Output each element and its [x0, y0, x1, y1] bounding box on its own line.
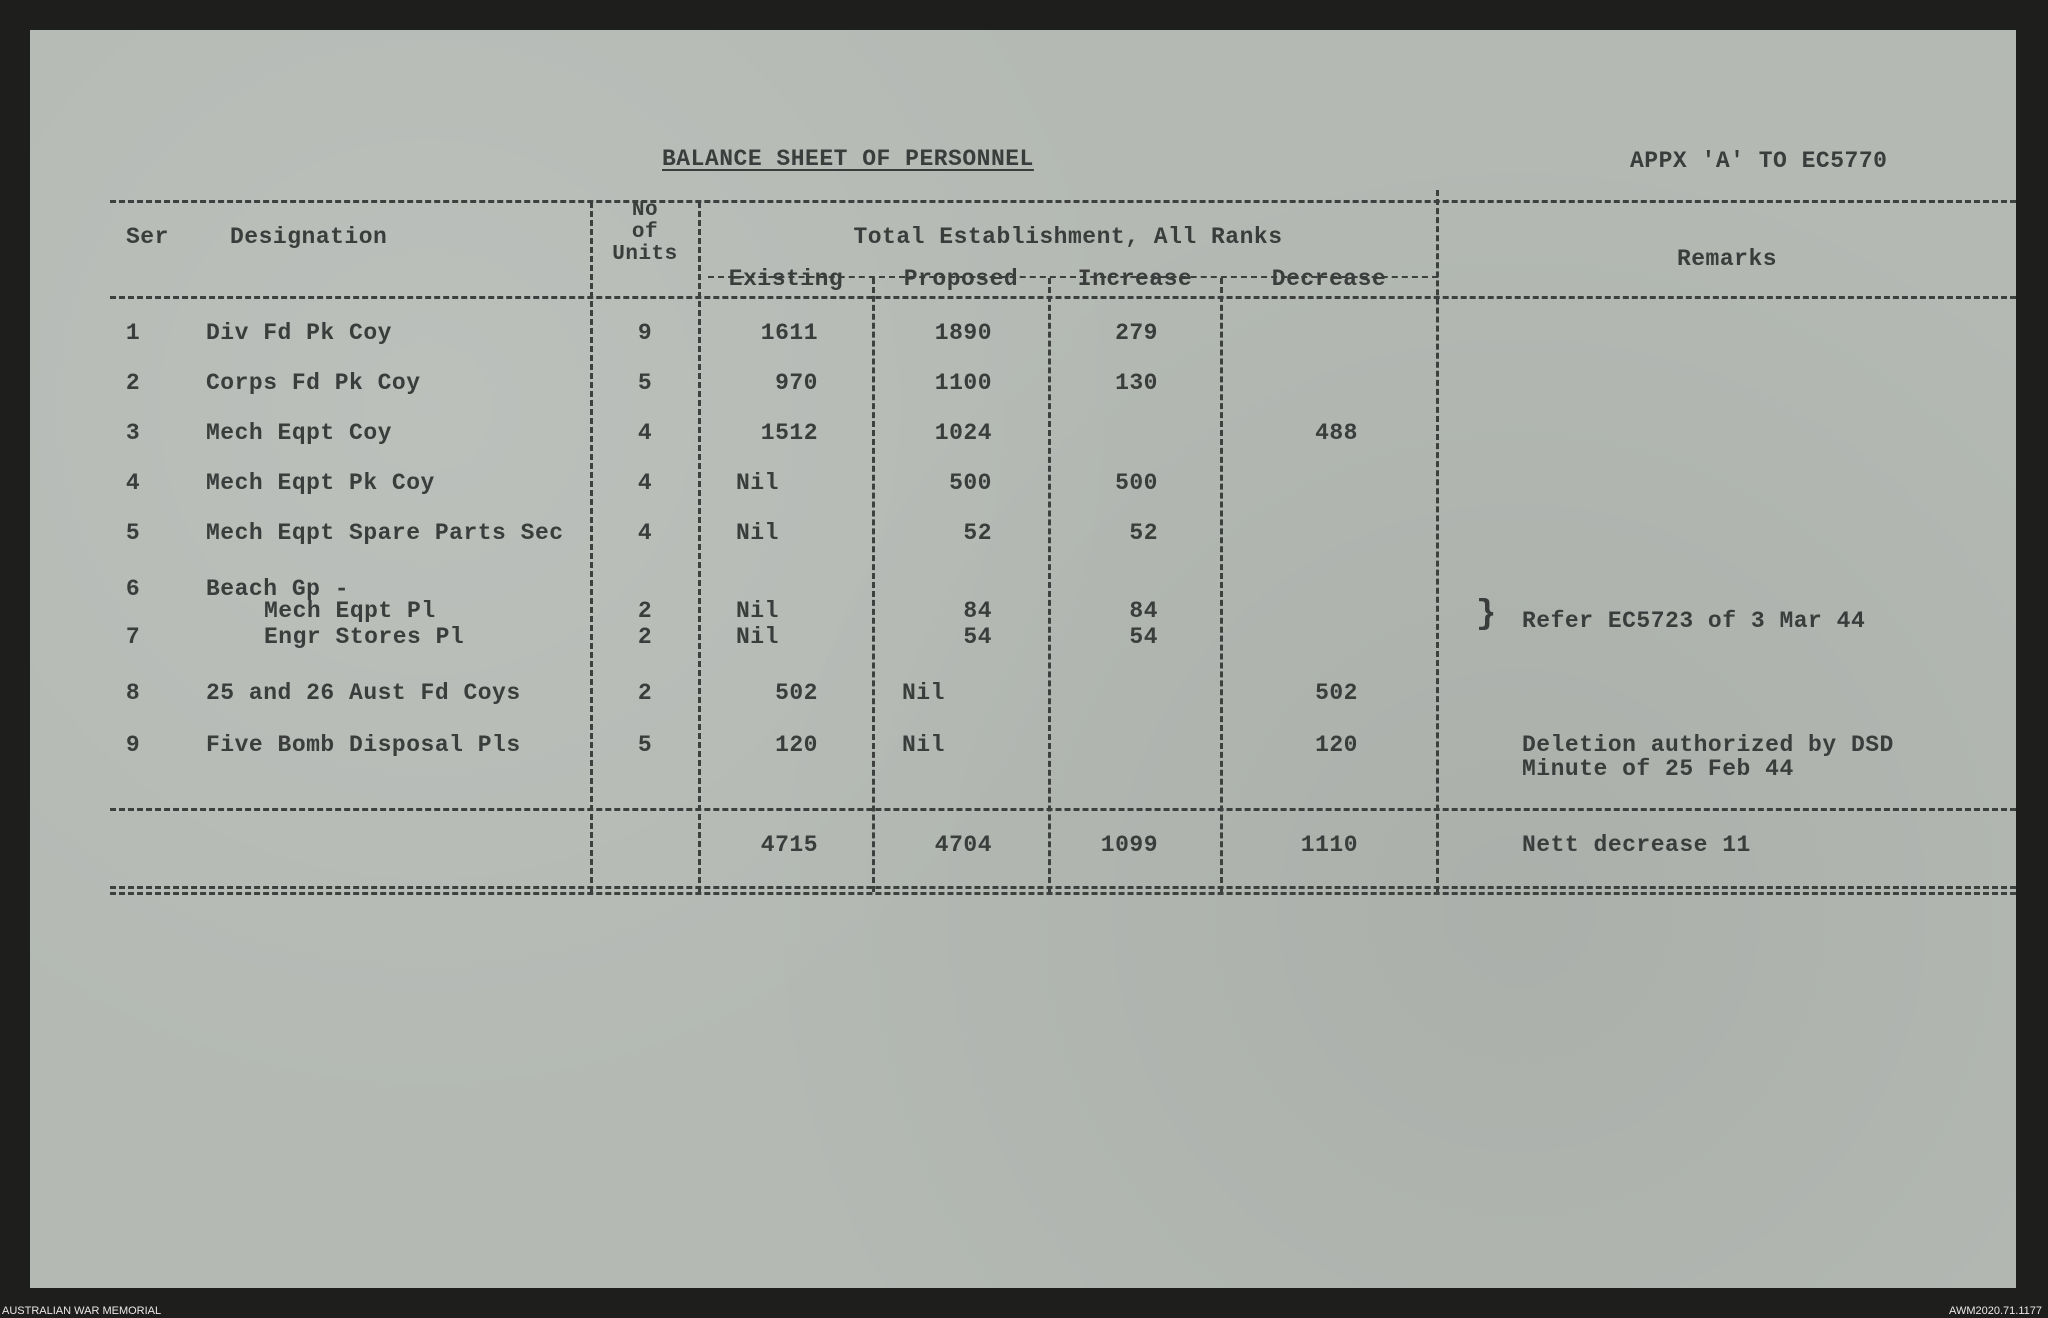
row-designation: Div Fd Pk Coy: [206, 320, 392, 346]
row-existing: 1512: [760, 420, 818, 446]
row-proposed: 52: [963, 520, 992, 546]
header-designation: Designation: [230, 224, 388, 250]
row-units: 2: [637, 624, 653, 650]
row-proposed: 1100: [934, 370, 992, 396]
row-existing: Nil: [736, 520, 779, 546]
row-proposed: 1890: [934, 320, 992, 346]
header-ser: Ser: [126, 224, 169, 250]
total-remark: Nett decrease 11: [1522, 832, 1751, 858]
row-proposed: 1024: [934, 420, 992, 446]
header-bottom-rule: [110, 296, 2016, 299]
remark-bomb-line2: Minute of 25 Feb 44: [1522, 756, 1794, 782]
total-proposed: 4704: [934, 832, 992, 858]
row-units: 4: [637, 420, 653, 446]
row-units: 5: [637, 732, 653, 758]
table-top-rule: [110, 200, 2016, 203]
total-decrease: 1110: [1300, 832, 1358, 858]
row-designation: Beach Gp -: [206, 576, 350, 602]
col-rule-increase-right: [1220, 278, 1223, 892]
header-proposed: Proposed: [903, 266, 1019, 292]
row-increase: 52: [1129, 520, 1158, 546]
document-reference: APPX 'A' TO EC5770: [1630, 148, 1888, 174]
document-title: BALANCE SHEET OF PERSONNEL: [662, 146, 1034, 172]
row-units: 2: [637, 680, 653, 706]
row-units: 4: [637, 470, 653, 496]
row-decrease: 502: [1315, 680, 1358, 706]
row-decrease: 120: [1315, 732, 1358, 758]
row-ser: 2: [125, 370, 141, 396]
row-existing: 502: [775, 680, 818, 706]
header-units-line1: No: [631, 199, 659, 222]
row-designation: 25 and 26 Aust Fd Coys: [206, 680, 521, 706]
row-ser: 3: [125, 420, 141, 446]
row-proposed: Nil: [902, 732, 945, 758]
row-designation: Five Bomb Disposal Pls: [206, 732, 521, 758]
col-rule-units-right: [698, 202, 701, 892]
row-decrease: 488: [1315, 420, 1358, 446]
total-existing: 4715: [760, 832, 818, 858]
row-proposed: Nil: [902, 680, 945, 706]
total-increase: 1099: [1100, 832, 1158, 858]
row-ser: 9: [125, 732, 141, 758]
row-ser: 6: [125, 576, 141, 602]
row-existing: 120: [775, 732, 818, 758]
row-proposed: 54: [963, 624, 992, 650]
row-units: 4: [637, 520, 653, 546]
row-existing: 1611: [760, 320, 818, 346]
remark-beach-gp: Refer EC5723 of 3 Mar 44: [1522, 608, 1866, 634]
row-ser: 5: [125, 520, 141, 546]
brace-mark: }: [1476, 596, 1497, 634]
footer-archive-label: AUSTRALIAN WAR MEMORIAL: [2, 1305, 162, 1317]
row-designation: Engr Stores Pl: [264, 624, 465, 650]
col-rule-existing-right: [872, 278, 875, 892]
col-rule-remarks-left: [1436, 190, 1439, 892]
row-units: 2: [637, 598, 653, 624]
header-increase: Increase: [1077, 266, 1193, 292]
col-rule-units-left: [590, 202, 593, 892]
row-existing: Nil: [736, 598, 779, 624]
footer-accession-number: AWM2020.71.1177: [1949, 1305, 2042, 1317]
header-units-line2: of: [631, 221, 659, 244]
row-ser: 4: [125, 470, 141, 496]
header-total-establishment: Total Establishment, All Ranks: [853, 224, 1283, 250]
row-units: 9: [637, 320, 653, 346]
row-designation: Mech Eqpt Pl: [264, 598, 436, 624]
table-bottom-rule-2: [110, 892, 2016, 895]
row-existing: 970: [775, 370, 818, 396]
row-increase: 54: [1129, 624, 1158, 650]
row-increase: 130: [1115, 370, 1158, 396]
row-designation: Mech Eqpt Pk Coy: [206, 470, 435, 496]
header-decrease: Decrease: [1271, 266, 1387, 292]
row-units: 5: [637, 370, 653, 396]
row-proposed: 500: [949, 470, 992, 496]
row-proposed: 84: [963, 598, 992, 624]
table-bottom-rule-1: [110, 886, 2016, 889]
row-increase: 500: [1115, 470, 1158, 496]
remark-bomb-line1: Deletion authorized by DSD: [1522, 732, 1894, 758]
row-designation: Mech Eqpt Coy: [206, 420, 392, 446]
row-existing: Nil: [736, 624, 779, 650]
row-increase: 279: [1115, 320, 1158, 346]
document-sheet: [30, 30, 2016, 1288]
header-existing: Existing: [728, 266, 844, 292]
col-rule-proposed-right: [1048, 278, 1051, 892]
totals-top-rule: [110, 808, 2016, 811]
row-existing: Nil: [736, 470, 779, 496]
header-remarks: Remarks: [1676, 246, 1778, 272]
row-ser: 7: [125, 624, 141, 650]
row-ser: 8: [125, 680, 141, 706]
header-units-line3: Units: [612, 243, 678, 266]
row-increase: 84: [1129, 598, 1158, 624]
row-ser: 1: [125, 320, 141, 346]
row-designation: Mech Eqpt Spare Parts Sec: [206, 520, 564, 546]
row-designation: Corps Fd Pk Coy: [206, 370, 421, 396]
